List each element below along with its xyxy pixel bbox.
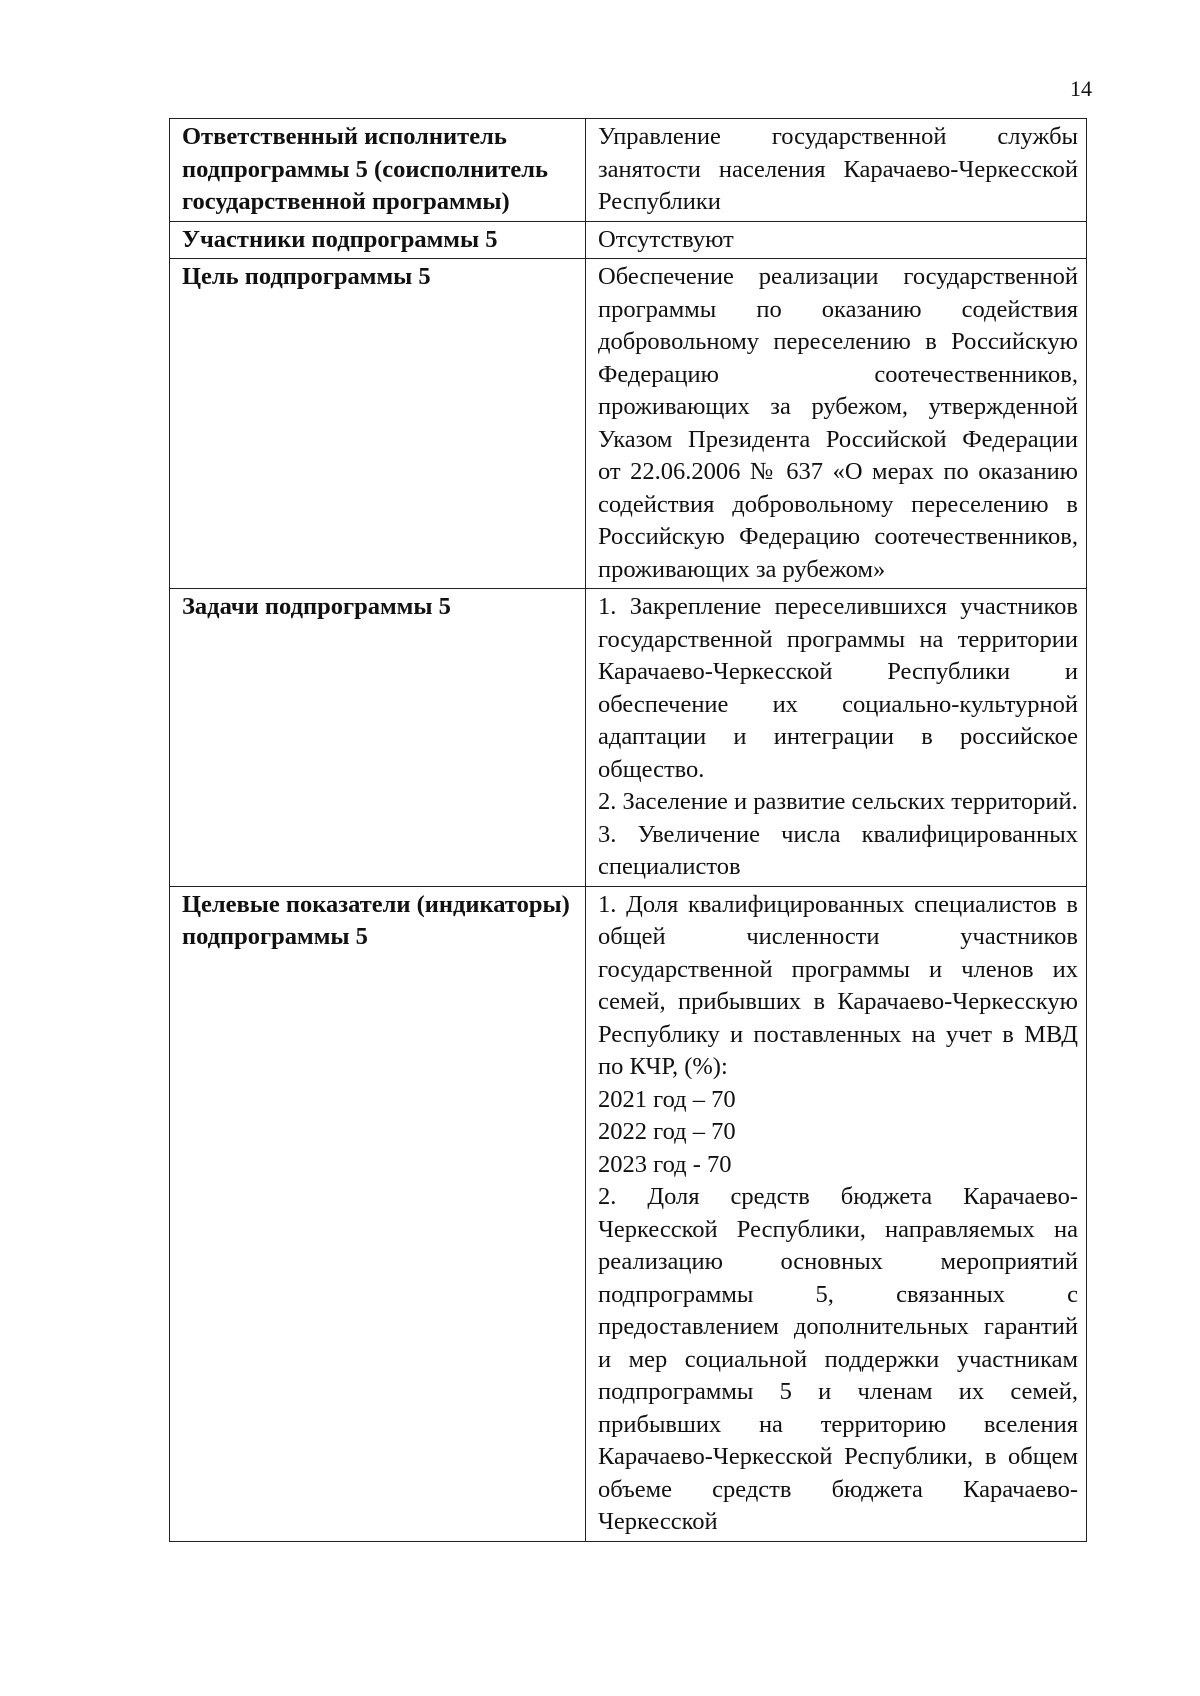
table-row-responsible-executor — [170, 119, 1087, 222]
indicator-year-2022: 2022 год – 70 — [598, 1118, 736, 1145]
table-row-participants — [170, 221, 1087, 259]
indicator-item-2: 2. Доля средств бюджета Карачаево-Черкесской Республики, направляемых на реализацию основных мероприятий подпрограммы 5, связанных с предоставлением дополнительных гарантий и мер социальной поддержки участникам подпрограммы 5 и членам их семей, прибывших на территорию вселения Карачаево-Черкесской Республики, в общем объеме средств бюджета Карачаево-Черкесской — [598, 1183, 1078, 1535]
task-item-3: 3. Увеличение числа квалифицированных специалистов — [598, 820, 1078, 880]
indicator-item-1: 1. Доля квалифицированных специалистов в общей численности участников государственной программы и членов их семей, прибывших в Карачаево-Черкесскую Республику и поставленных на учет в МВД по КЧР, (%): — [598, 890, 1078, 1080]
row-label-participants: Участники подпрограммы 5 — [170, 221, 586, 259]
passport-table — [169, 118, 1087, 1542]
row-label-goal: Цель подпрограммы 5 — [170, 259, 586, 589]
task-item-1: 1. Закрепление переселившихся участников государственной программы на территории Карачаево-Черкесской Республики и обеспечение их социально-культурной адаптации и интеграции в российское общество. — [598, 593, 1078, 783]
row-value-text: Управление государственной службы занятости населения Карачаево-Черкесской Республики — [598, 123, 1078, 215]
row-value-tasks — [586, 589, 1087, 887]
row-value-indicators — [586, 886, 1087, 1541]
subprogram-passport-table — [169, 118, 1087, 1542]
row-label-indicators: Целевые показатели (индикаторы) подпрограммы 5 — [170, 886, 586, 1541]
indicator-year-2023: 2023 год - 70 — [598, 1150, 732, 1178]
row-value-text: Обеспечение реализации государственной программы по оказанию содействия добровольному переселению в Российскую Федерацию соотечественников, проживающих за рубежом, утвержденной Указом Президента Российской Федерации от 22.06.2006 № 637 «О мерах по оказанию содействия добровольному переселению в Российскую Федерацию соотечественников, проживающих за рубежом» — [598, 263, 1078, 583]
row-value-goal — [586, 259, 1087, 589]
page-number: 14 — [1070, 76, 1092, 101]
table-row-goal — [170, 259, 1087, 589]
row-value-text: Отсутствуют — [598, 225, 734, 253]
row-value-responsible-executor — [586, 119, 1087, 222]
row-label-tasks: Задачи подпрограммы 5 — [170, 589, 586, 887]
table-row-indicators — [170, 886, 1087, 1541]
table-row-tasks — [170, 589, 1087, 887]
row-value-participants — [586, 221, 1087, 259]
task-item-2: 2. Заселение и развитие сельских территорий. — [598, 788, 1078, 815]
indicator-year-2021: 2021 год – 70 — [598, 1085, 736, 1113]
row-label-responsible-executor: Ответственный исполнитель подпрограммы 5 (соисполнитель государственной программы) — [170, 119, 586, 222]
